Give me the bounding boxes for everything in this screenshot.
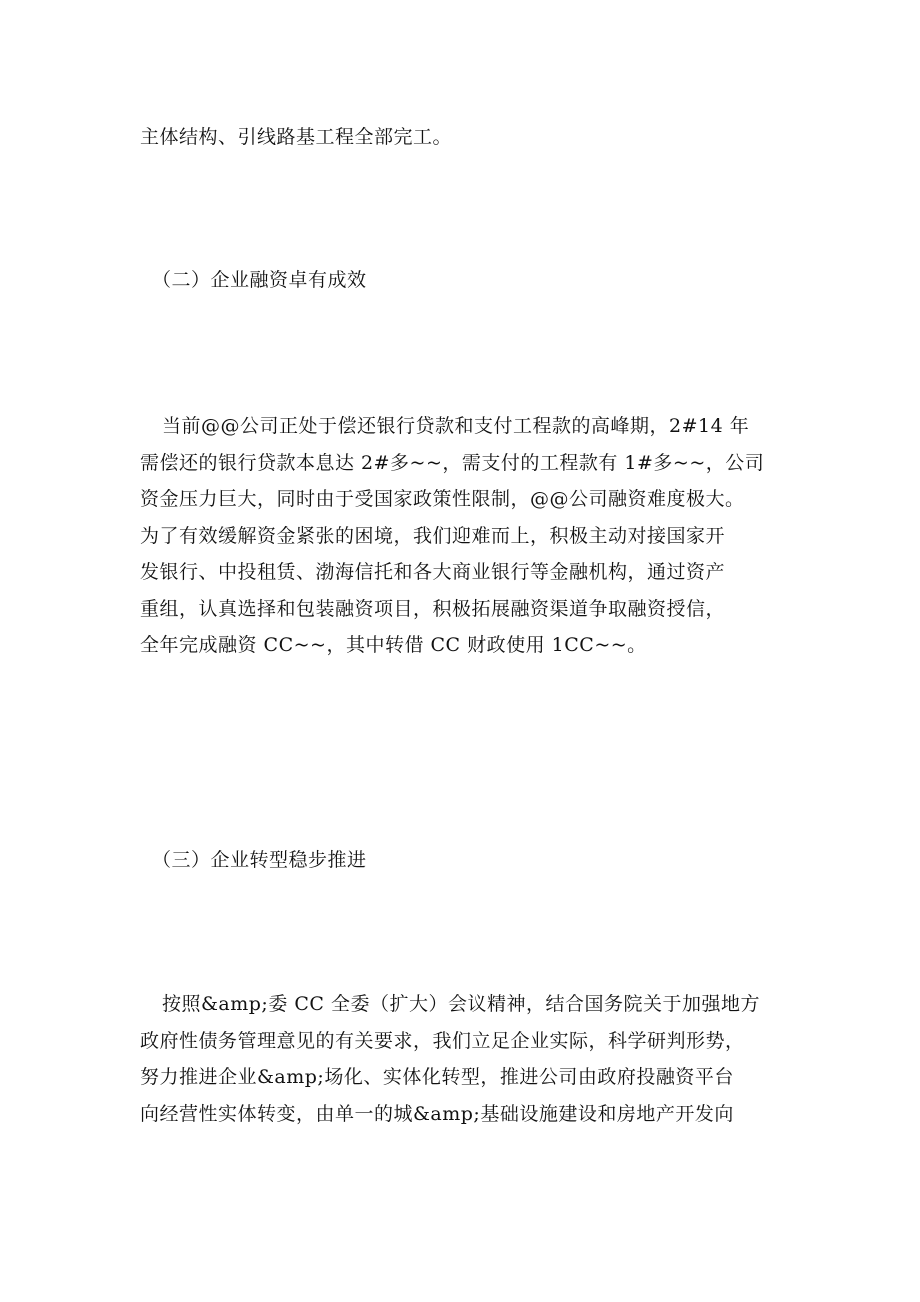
paragraph-line: 政府性债务管理意见的有关要求，我们立足企业实际，科学研判形势， bbox=[140, 1029, 745, 1052]
intro-line: 主体结构、引线路基工程全部完工。 bbox=[140, 126, 453, 148]
paragraph-line: 当前@@公司正处于偿还银行贷款和支付工程款的高峰期，2#14 年 bbox=[162, 415, 750, 437]
paragraph-line: 按照&amp;委 CC 全委（扩大）会议精神，结合国务院关于加强地方 bbox=[162, 993, 760, 1015]
paragraph-line: 资金压力巨大，同时由于受国家政策性限制，@@公司融资难度极大。 bbox=[140, 488, 745, 510]
paragraph-line: 发银行、中投租赁、渤海信托和各大商业银行等金融机构，通过资产 bbox=[140, 561, 726, 583]
section-3-paragraph bbox=[140, 986, 790, 1132]
paragraph-line: 为了有效缓解资金紧张的困境，我们迎难而上，积极主动对接国家开 bbox=[140, 524, 726, 547]
paragraph-line: 重组，认真选择和包装融资项目，积极拓展融资渠道争取融资授信， bbox=[140, 597, 726, 620]
paragraph-line: 努力推进企业&amp;场化、实体化转型，推进公司由政府投融资平台 bbox=[140, 1066, 734, 1088]
section-2-heading: （二）企业融资卓有成效 bbox=[152, 269, 367, 291]
section-3-heading: （三）企业转型稳步推进 bbox=[152, 849, 367, 871]
paragraph-line: 需偿还的银行贷款本息达 2#多~~，需支付的工程款有 1#多~~，公司 bbox=[140, 451, 765, 474]
section-2-paragraph bbox=[140, 408, 790, 664]
paragraph-line: 向经营性实体转变，由单一的城&amp;基础设施建设和房地产开发向 bbox=[140, 1102, 734, 1125]
paragraph-line: 全年完成融资 CC~~，其中转借 CC 财政使用 1CC~~。 bbox=[140, 634, 647, 656]
